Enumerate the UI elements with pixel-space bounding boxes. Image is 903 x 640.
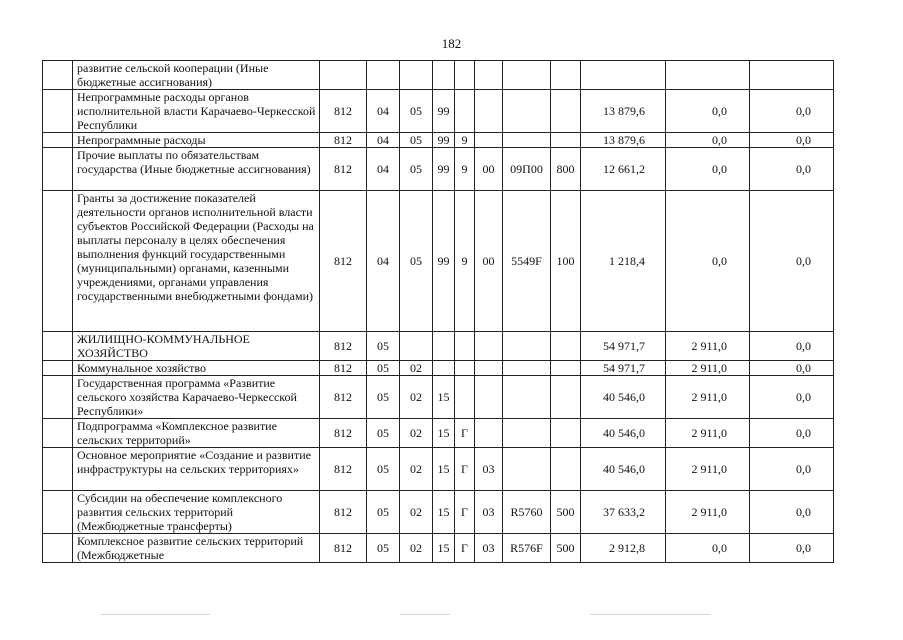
code-cell-c5: Г	[455, 448, 475, 491]
code-cell-c8	[551, 361, 581, 376]
item-name-cell: Комплексное развитие сельских территорий (Межбюджетные	[73, 534, 320, 563]
code-cell-c1: 812	[320, 133, 367, 148]
code-cell-c3: 05	[400, 133, 433, 148]
amount-cell-3: 0,0	[750, 332, 834, 361]
code-cell-c5	[455, 376, 475, 419]
code-cell-c4: 15	[433, 376, 455, 419]
row-number-cell	[43, 90, 73, 133]
code-cell-c3: 02	[400, 376, 433, 419]
code-cell-c4: 99	[433, 90, 455, 133]
amount-cell-3: 0,0	[750, 148, 834, 191]
table-row	[43, 534, 834, 563]
code-cell-c1: 812	[320, 534, 367, 563]
code-cell-c8	[551, 419, 581, 448]
amount-cell-2: 2 911,0	[666, 361, 750, 376]
row-number-cell	[43, 191, 73, 332]
code-cell-c6: 03	[475, 491, 503, 534]
code-cell-c2: 04	[367, 133, 400, 148]
amount-cell-3: 0,0	[750, 419, 834, 448]
code-cell-c8: 800	[551, 148, 581, 191]
amount-cell-3: 0,0	[750, 361, 834, 376]
code-cell-c8	[551, 90, 581, 133]
amount-cell-1: 40 546,0	[581, 448, 666, 491]
code-cell-c1: 812	[320, 419, 367, 448]
code-cell-c2: 05	[367, 491, 400, 534]
code-cell-c6: 03	[475, 448, 503, 491]
code-cell-c6: 00	[475, 148, 503, 191]
item-name-cell: Основное мероприятие «Создание и развитие инфраструктуры на сельских территориях»	[73, 448, 320, 491]
amount-cell-3: 0,0	[750, 448, 834, 491]
amount-cell-1: 1 218,4	[581, 191, 666, 332]
code-cell-c5: Г	[455, 534, 475, 563]
code-cell-c2: 05	[367, 534, 400, 563]
code-cell-c7	[503, 419, 551, 448]
code-cell-c1: 812	[320, 361, 367, 376]
code-cell-c4	[433, 361, 455, 376]
row-number-cell	[43, 448, 73, 491]
code-cell-c4	[433, 61, 455, 90]
table-row	[43, 448, 834, 491]
code-cell-c6: 00	[475, 191, 503, 332]
amount-cell-2: 2 911,0	[666, 491, 750, 534]
code-cell-c1: 812	[320, 448, 367, 491]
amount-cell-1: 40 546,0	[581, 419, 666, 448]
amount-cell-1: 54 971,7	[581, 361, 666, 376]
code-cell-c7: 09П00	[503, 148, 551, 191]
row-number-cell	[43, 148, 73, 191]
table-row	[43, 90, 834, 133]
code-cell-c1: 812	[320, 191, 367, 332]
code-cell-c7	[503, 90, 551, 133]
item-name-cell: Субсидии на обеспечение комплексного развития сельских территорий (Межбюджетные трансферты)	[73, 491, 320, 534]
code-cell-c1: 812	[320, 491, 367, 534]
code-cell-c4	[433, 332, 455, 361]
row-number-cell	[43, 376, 73, 419]
item-name-cell: Гранты за достижение показателей деятельности органов исполнительной власти субъектов Российской Федерации (Расходы на выплаты персоналу в целях обеспечения выполнения функций государственными (муниципальными) органами, казенными учреждениями, органами управления государственными внебюджетными фондами)	[73, 191, 320, 332]
amount-cell-2: 0,0	[666, 133, 750, 148]
code-cell-c1: 812	[320, 90, 367, 133]
code-cell-c3: 02	[400, 448, 433, 491]
amount-cell-1: 2 912,8	[581, 534, 666, 563]
row-number-cell	[43, 332, 73, 361]
code-cell-c5	[455, 90, 475, 133]
item-name-cell: Подпрограмма «Комплексное развитие сельских территорий»	[73, 419, 320, 448]
table-row	[43, 148, 834, 191]
amount-cell-1: 12 661,2	[581, 148, 666, 191]
code-cell-c7	[503, 448, 551, 491]
code-cell-c3	[400, 61, 433, 90]
code-cell-c6	[475, 90, 503, 133]
code-cell-c4: 15	[433, 448, 455, 491]
code-cell-c8: 100	[551, 191, 581, 332]
amount-cell-1: 40 546,0	[581, 376, 666, 419]
code-cell-c3: 02	[400, 491, 433, 534]
code-cell-c4: 99	[433, 148, 455, 191]
code-cell-c1	[320, 61, 367, 90]
amount-cell-3: 0,0	[750, 133, 834, 148]
code-cell-c5	[455, 332, 475, 361]
code-cell-c2: 04	[367, 90, 400, 133]
code-cell-c5: 9	[455, 133, 475, 148]
scan-artifact	[590, 614, 710, 615]
code-cell-c7: 5549F	[503, 191, 551, 332]
row-number-cell	[43, 61, 73, 90]
page-number: 182	[441, 36, 462, 51]
code-cell-c5: Г	[455, 491, 475, 534]
code-cell-c4: 15	[433, 491, 455, 534]
amount-cell-1: 37 633,2	[581, 491, 666, 534]
code-cell-c2: 05	[367, 448, 400, 491]
table-row	[43, 376, 834, 419]
code-cell-c8: 500	[551, 534, 581, 563]
table-row	[43, 61, 834, 90]
code-cell-c5: 9	[455, 191, 475, 332]
amount-cell-2: 2 911,0	[666, 419, 750, 448]
amount-cell-2	[666, 61, 750, 90]
code-cell-c3: 02	[400, 534, 433, 563]
code-cell-c2: 05	[367, 361, 400, 376]
code-cell-c6	[475, 133, 503, 148]
code-cell-c5	[455, 361, 475, 376]
row-number-cell	[43, 361, 73, 376]
code-cell-c3: 02	[400, 419, 433, 448]
code-cell-c6	[475, 376, 503, 419]
code-cell-c4: 15	[433, 419, 455, 448]
amount-cell-2: 0,0	[666, 90, 750, 133]
code-cell-c6	[475, 361, 503, 376]
code-cell-c3	[400, 332, 433, 361]
amount-cell-2: 2 911,0	[666, 448, 750, 491]
code-cell-c6	[475, 332, 503, 361]
code-cell-c2: 04	[367, 148, 400, 191]
amount-cell-2: 0,0	[666, 534, 750, 563]
code-cell-c7	[503, 133, 551, 148]
code-cell-c7	[503, 376, 551, 419]
code-cell-c8	[551, 376, 581, 419]
code-cell-c8	[551, 133, 581, 148]
code-cell-c7	[503, 61, 551, 90]
scan-artifact	[100, 614, 210, 615]
budget-table	[42, 60, 834, 563]
row-number-cell	[43, 534, 73, 563]
code-cell-c6	[475, 419, 503, 448]
code-cell-c7	[503, 361, 551, 376]
item-name-cell: Непрограммные расходы	[73, 133, 320, 148]
code-cell-c1: 812	[320, 376, 367, 419]
amount-cell-3: 0,0	[750, 191, 834, 332]
code-cell-c8	[551, 448, 581, 491]
amount-cell-3: 0,0	[750, 376, 834, 419]
code-cell-c2: 05	[367, 332, 400, 361]
code-cell-c6: 03	[475, 534, 503, 563]
amount-cell-3: 0,0	[750, 534, 834, 563]
code-cell-c2: 05	[367, 419, 400, 448]
code-cell-c8	[551, 61, 581, 90]
amount-cell-2: 0,0	[666, 148, 750, 191]
item-name-cell: Прочие выплаты по обязательствам государства (Иные бюджетные ассигнования)	[73, 148, 320, 191]
code-cell-c1: 812	[320, 332, 367, 361]
code-cell-c3: 05	[400, 90, 433, 133]
table-row	[43, 191, 834, 332]
amount-cell-1: 13 879,6	[581, 133, 666, 148]
code-cell-c7: R5760	[503, 491, 551, 534]
amount-cell-2: 2 911,0	[666, 332, 750, 361]
amount-cell-3	[750, 61, 834, 90]
amount-cell-1	[581, 61, 666, 90]
amount-cell-1: 13 879,6	[581, 90, 666, 133]
code-cell-c8: 500	[551, 491, 581, 534]
table-row	[43, 133, 834, 148]
code-cell-c2: 04	[367, 191, 400, 332]
item-name-cell: Непрограммные расходы органов исполнительной власти Карачаево-Черкесской Республики	[73, 90, 320, 133]
code-cell-c6	[475, 61, 503, 90]
item-name-cell: Государственная программа «Развитие сельского хозяйства Карачаево-Черкесской Республики»	[73, 376, 320, 419]
amount-cell-3: 0,0	[750, 491, 834, 534]
code-cell-c5	[455, 61, 475, 90]
code-cell-c2	[367, 61, 400, 90]
row-number-cell	[43, 419, 73, 448]
amount-cell-1: 54 971,7	[581, 332, 666, 361]
code-cell-c4: 99	[433, 133, 455, 148]
item-name-cell: развитие сельской кооперации (Иные бюджетные ассигнования)	[73, 61, 320, 90]
code-cell-c7	[503, 332, 551, 361]
row-number-cell	[43, 133, 73, 148]
scan-artifact	[400, 614, 450, 615]
row-number-cell	[43, 491, 73, 534]
code-cell-c1: 812	[320, 148, 367, 191]
table-row	[43, 332, 834, 361]
code-cell-c7: R576F	[503, 534, 551, 563]
table-row	[43, 491, 834, 534]
amount-cell-2: 0,0	[666, 191, 750, 332]
code-cell-c5: 9	[455, 148, 475, 191]
code-cell-c2: 05	[367, 376, 400, 419]
code-cell-c3: 02	[400, 361, 433, 376]
amount-cell-3: 0,0	[750, 90, 834, 133]
item-name-cell: Коммунальное хозяйство	[73, 361, 320, 376]
code-cell-c4: 15	[433, 534, 455, 563]
code-cell-c3: 05	[400, 191, 433, 332]
code-cell-c4: 99	[433, 191, 455, 332]
code-cell-c3: 05	[400, 148, 433, 191]
item-name-cell: ЖИЛИЩНО-КОММУНАЛЬНОЕ ХОЗЯЙСТВО	[73, 332, 320, 361]
table-row	[43, 419, 834, 448]
code-cell-c5: Г	[455, 419, 475, 448]
amount-cell-2: 2 911,0	[666, 376, 750, 419]
code-cell-c8	[551, 332, 581, 361]
table-row	[43, 361, 834, 376]
